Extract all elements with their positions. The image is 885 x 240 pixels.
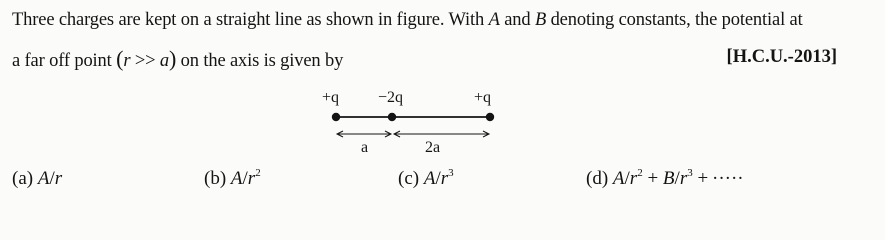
condition-r: r xyxy=(123,51,131,71)
option-plus: + xyxy=(642,168,663,189)
exam-source: [H.C.U.-2013] xyxy=(726,47,837,67)
charge-label-right: +q xyxy=(474,89,492,106)
charge-label-middle: −2q xyxy=(378,89,404,106)
option-numerator: A xyxy=(230,168,243,189)
constant-a: A xyxy=(488,10,500,30)
option-d[interactable]: (d) $A/r^2 + B/r^3$ + ····· xyxy=(586,167,744,189)
option-exponent: 3 xyxy=(687,167,693,179)
question-text: denoting constants, the potential at xyxy=(546,10,803,30)
far-point-condition: (r >> a) xyxy=(116,46,177,71)
question-line-1 xyxy=(12,8,803,32)
option-denominator: r xyxy=(629,168,638,189)
option-label: (a) xyxy=(12,168,34,189)
question-text: and xyxy=(499,10,535,30)
option-a[interactable]: (a) A/r xyxy=(12,168,63,189)
question-text: Three charges are kept on a straight line as shown in figure. With xyxy=(12,10,489,30)
option-denominator: r xyxy=(440,168,449,189)
question-line-2 xyxy=(12,47,343,73)
option-exponent: 2 xyxy=(637,167,643,179)
option-label: (c) xyxy=(398,168,420,189)
question-text: on the axis is given by xyxy=(176,51,344,71)
condition-operator: >> xyxy=(130,51,160,71)
charge-label-left: +q xyxy=(322,89,340,106)
charge-dot-left xyxy=(332,113,340,121)
condition-a: a xyxy=(159,51,170,71)
option-label: (b) xyxy=(204,168,227,189)
option-label: (d) xyxy=(586,168,609,189)
option-numerator: A xyxy=(612,168,625,189)
option-denominator: r xyxy=(679,168,688,189)
option-exponent: 3 xyxy=(448,167,454,179)
option-numerator: A xyxy=(423,168,436,189)
option-series-tail: + ····· xyxy=(692,168,744,189)
option-denominator: r xyxy=(54,168,63,189)
option-denominator: r xyxy=(247,168,256,189)
constant-b: B xyxy=(534,10,547,30)
option-b[interactable]: (b) $A/r^2$ xyxy=(204,167,261,189)
distance-arrow-a xyxy=(337,131,391,137)
option-numerator: A xyxy=(37,168,50,189)
charge-dot-right xyxy=(486,113,494,121)
option-numerator: B xyxy=(662,168,675,189)
distance-arrow-2a xyxy=(394,131,489,137)
distance-label-a: a xyxy=(361,139,369,156)
charge-dot-middle xyxy=(388,113,396,121)
option-c[interactable]: (c) $A/r^3$ xyxy=(398,167,454,189)
charge-figure xyxy=(320,84,520,160)
distance-label-2a: 2a xyxy=(425,139,441,156)
option-exponent: 2 xyxy=(255,167,261,179)
question-text: a far off point xyxy=(12,51,117,71)
